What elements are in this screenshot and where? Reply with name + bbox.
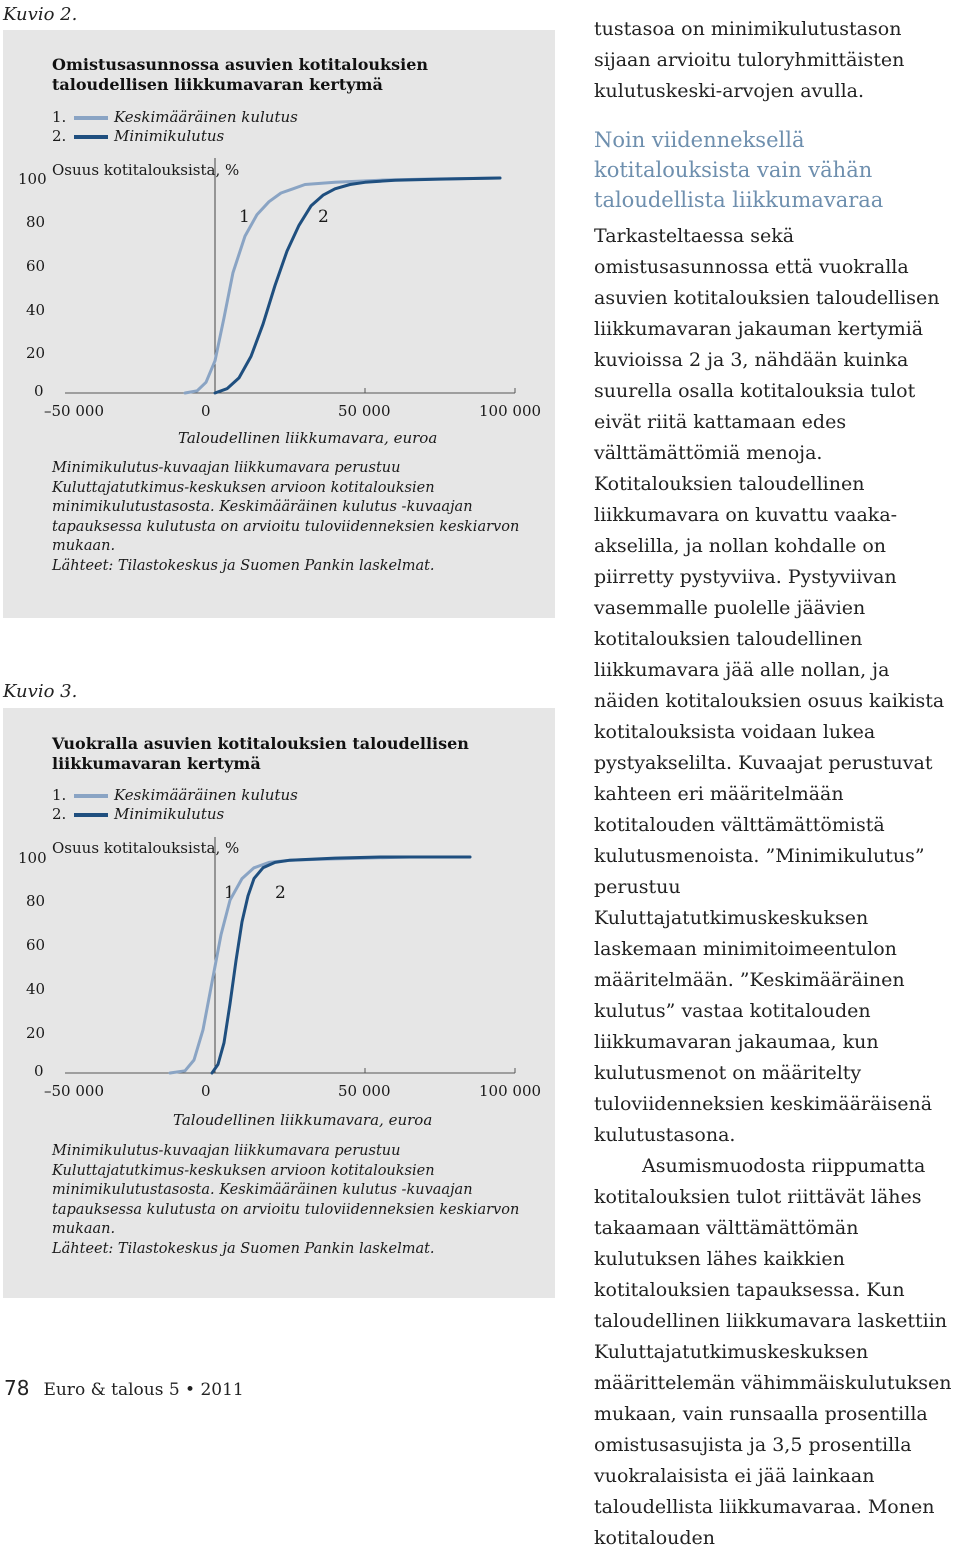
- x-tick: 0: [201, 1082, 211, 1100]
- paragraph-3: Asumismuodosta riippumatta kotitalouksien tulot riittävät lähes takaamaan välttämättömän kulutuksen lähes kaikkien kotitalouksien tapauksessa. Kun taloudellinen liikkumavara laskettiin Kuluttajatutkimuskeskuksen määrittelemän vähimmäiskulutuksen mukaan, vain runsaalla prosentilla omistusasujista ja 3,5 prosentilla vuokralaisista ei jää lainkaan taloudellista liikkumavaraa. Monen kotitalouden: [594, 1155, 952, 1549]
- figure-2-title: Omistusasunnossa asuvien kotitalouksien taloudellisen liikkumavaran kertymä: [52, 55, 428, 94]
- paragraph-2: Tarkasteltaessa sekä omistusasunnossa että vuokralla asuvien kotitalouksien taloudellisen liikkumavaran jakauman kertymiä kuvioissa 2 ja 3, nähdään kuinka suurella osalla kotitalouksia tulot eivät riitä kattamaan edes välttämättömiä menoja. Kotitalouksien taloudellinen liikkumavara on kuvattu vaaka-akselilla, ja nollan kohdalle on piirretty pystyviiva. Pystyviivan vasemmalle puolelle jäävien kotitalouksien taloudellinen liikkumavara jää alle nollan, ja näiden kotitalouksien osuus kaikista kotitalouksista voidaan lukea pystyakselilta. Kuvaajat perustuvat kahteen eri määritelmään kotitalouden välttämättömistä kulutusmenoista. ”Minimikulutus” perustuu Kuluttajatutkimuskeskuksen laskemaan minimitoimeentulon määritelmään. ”Keskimääräinen kulutus” vastaa kotitalouden liikkumavaran jakaumaa, kun kulutusmenot on määritelty tuloviidenneksien keskimääräisenä kulutustasona.: [594, 225, 945, 1146]
- y-tick: 20: [26, 1024, 46, 1042]
- figure-3-xlabel: Taloudellinen liikkumavara, euroa: [173, 1111, 433, 1129]
- y-tick: 40: [26, 980, 46, 998]
- page-number: 78: [4, 1376, 30, 1400]
- figure-3-ylabel: Osuus kotitalouksista, %: [52, 839, 240, 857]
- curve-label-2: 2: [318, 207, 329, 227]
- x-tick: 100 000: [479, 402, 542, 420]
- x-tick: –50 000: [44, 402, 104, 420]
- curve-label-1: 1: [224, 883, 235, 903]
- figure-2-note: Minimikulutus-kuvaajan liikkumavara perustuu Kuluttajatutkimus-keskuksen arvioon kotitalouksien minimikulutustasosta. Keskimääräinen kulutus -kuvaajan tapauksessa kulutusta on arvioitu tuloviidenneksien keskiarvon mukaan. Lähteet: Tilastokeskus ja Suomen Pankin laskelmat.: [52, 460, 520, 574]
- y-tick: 0: [34, 382, 44, 400]
- section-heading: Noin viidenneksellä kotitalouksista vain vähän taloudellista liikkumavaraa: [594, 128, 884, 212]
- series-line-keskimaarainen: [185, 178, 500, 393]
- legend-item-minimum: 2. Minimikulutus: [52, 127, 225, 145]
- series-line-minimikulutus: [212, 857, 470, 1073]
- figure-3-title: Vuokralla asuvien kotitalouksien taloudellisen liikkumavaran kertymä: [52, 734, 469, 773]
- x-tick: 50 000: [338, 1082, 391, 1100]
- paragraph-continued: tustasoa on minimikulutustason sijaan arvioitu tuloryhmittäisten kulutuskeski-arvojen avulla.: [594, 18, 905, 102]
- figure-2-label: Kuvio 2.: [3, 4, 78, 25]
- y-tick: 100: [18, 849, 47, 867]
- curve-label-1: 1: [239, 207, 250, 227]
- x-tick: 0: [201, 402, 211, 420]
- legend-item-average: 1. Keskimääräinen kulutus: [52, 786, 298, 804]
- series-line-minimikulutus: [215, 178, 500, 393]
- x-tick: –50 000: [44, 1082, 104, 1100]
- figure-2-ylabel: Osuus kotitalouksista, %: [52, 161, 240, 179]
- curve-label-2: 2: [275, 883, 286, 903]
- y-tick: 80: [26, 892, 46, 910]
- y-tick: 40: [26, 301, 46, 319]
- y-tick: 20: [26, 344, 46, 362]
- y-tick: 100: [18, 170, 47, 188]
- y-tick: 0: [34, 1062, 44, 1080]
- x-tick: 50 000: [338, 402, 391, 420]
- y-tick: 60: [26, 936, 46, 954]
- page-footer: [4, 1376, 244, 1400]
- y-tick: 80: [26, 213, 46, 231]
- figure-3-note: Minimikulutus-kuvaajan liikkumavara perustuu Kuluttajatutkimus-keskuksen arvioon kotitalouksien minimikulutustasosta. Keskimääräinen kulutus -kuvaajan tapauksessa kulutusta on arvioitu tuloviidenneksien keskiarvon mukaan. Lähteet: Tilastokeskus ja Suomen Pankin laskelmat.: [52, 1143, 520, 1257]
- journal-name: Euro & talous 5 • 2011: [43, 1380, 244, 1400]
- article-right-column: [594, 14, 958, 1554]
- y-tick: 60: [26, 257, 46, 275]
- figure-2-xlabel: Taloudellinen liikkumavara, euroa: [178, 429, 438, 447]
- legend-item-average: 1. Keskimääräinen kulutus: [52, 108, 298, 126]
- figure-3-label: Kuvio 3.: [3, 681, 78, 702]
- legend-item-minimum: 2. Minimikulutus: [52, 805, 225, 823]
- x-tick: 100 000: [479, 1082, 542, 1100]
